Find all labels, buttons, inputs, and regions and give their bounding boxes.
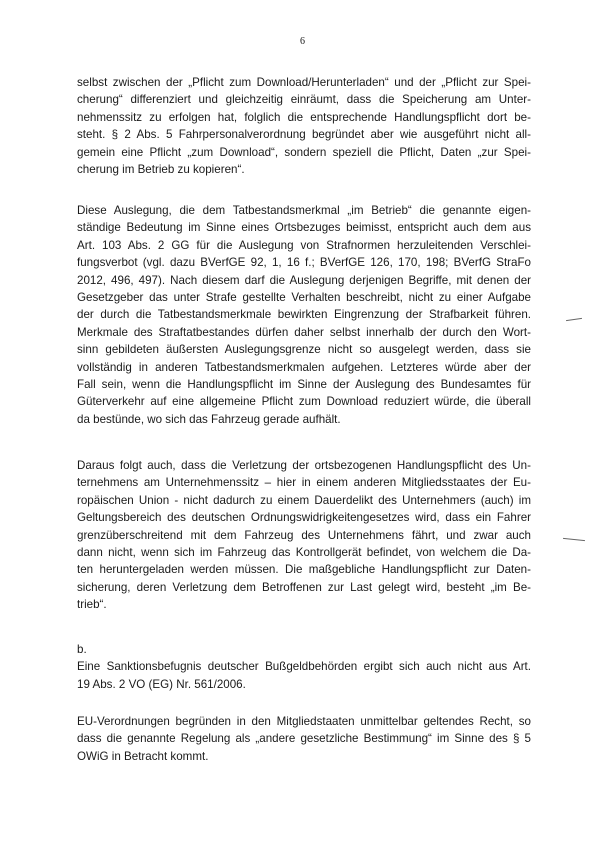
text-line: Güterverkehr auf eine allgemeine Pflicht zum Download reduziert würde, die überall [77, 395, 531, 409]
text-line: Diese Auslegung, die dem Tatbestandsmerkmal „im Betrieb“ die genannte eigen- [77, 204, 531, 217]
text-line: dann nicht, wenn sich im Fahrzeug das Kontrollgerät befindet, von welchem die Da- [77, 546, 531, 560]
text-line: dass die genannte Regelung als „andere gesetzliche Bestimmung“ im Sinne des § 5 [77, 732, 531, 746]
text-line: Merkmale des Straftatbestandes dürfen daher selbst innerhalb der durch den Wort- [77, 325, 531, 339]
text-line: Eine Sanktionsbefugnis deutscher Bußgeldbehörden ergibt sich auch nicht aus Art. [77, 660, 531, 674]
text-line: cherung“ differenziert und gleichzeitig einräumt, dass die Speicherung am Unter- [77, 93, 531, 107]
text-line: der durch die Tatbestandsmerkmale bewirkten Eingrenzung der Strafbarkeit führen. [77, 308, 531, 322]
paragraph-2 [77, 202, 531, 428]
text-line: nehmenssitz zu erfolgen hat, folglich die entsprechende Handlungspflicht dort be- [77, 110, 531, 124]
text-line: Art. 103 Abs. 2 GG für die Auslegung von Strafnormen herzuleitenden Verschlei- [77, 238, 531, 252]
text-line: selbst zwischen der „Pflicht zum Download/Herunterladen“ und der „Pflicht zur Spei- [77, 76, 531, 89]
text-line: trieb“. [77, 598, 107, 612]
text-line: vollständig in anderen Tatbestandsmerkmalen aufgehen. Letzteres würde aber der [77, 360, 531, 374]
text-line: ten heruntergeladen werden müssen. Die maßgebliche Handlungspflicht zur Daten- [77, 563, 531, 577]
text-line: sinn gebildeten äußersten Auslegungsgrenze nicht so ausgelegt werden, dass sie [77, 343, 531, 357]
text-line: gemein eine Pflicht „zum Download“, sondern speziell die Pflicht, Daten „zur Spei- [77, 145, 531, 159]
paragraph-4 [77, 641, 531, 693]
text-line: fungsverbot (vgl. dazu BVerfGE 92, 1, 16 f.; BVerfGE 126, 170, 198; BVerfG StraFo [77, 256, 531, 270]
text-line: grenzüberschreitend mit dem Fahrzeug des Unternehmens fährt, und zwar auch [77, 528, 531, 542]
section-label: b. [77, 643, 87, 656]
text-line: cherung im Betrieb zu kopieren“. [77, 163, 245, 177]
text-line: ropäischen Union - nicht dadurch zu einem Dauerdelikt des Unternehmers (auch) im [77, 493, 531, 507]
text-line: Fall sein, wenn die Handlungspflicht im Sinne der Auslegung des Bundesamtes für [77, 378, 531, 392]
text-line: 19 Abs. 2 VO (EG) Nr. 561/2006. [77, 677, 246, 691]
text-line: ternehmens am Unternehmenssitz – hier in einem anderen Mitgliedsstaates der Eu- [77, 476, 531, 490]
text-line: ständige Bedeutung im Sinne eines Ortsbezuges beimisst, entspricht auch dem aus [77, 221, 531, 235]
margin-pen-mark [563, 538, 585, 541]
text-line: EU-Verordnungen begründen in den Mitgliedstaaten unmittelbar geltendes Recht, so [77, 715, 531, 728]
text-line: steht. § 2 Abs. 5 Fahrpersonalverordnung begründet aber wie ausgeführt nicht all- [77, 128, 531, 142]
text-line: da bestünde, wo sich das Fahrzeug gerade aufhält. [77, 412, 341, 426]
page-number: 6 [300, 36, 305, 47]
margin-pen-mark [566, 318, 582, 321]
text-line: sicherung, deren Verletzung dem Betroffenen zur Last gelegt wird, besteht „im Be- [77, 580, 531, 594]
paragraph-3 [77, 457, 531, 614]
paragraph-1 [77, 74, 531, 178]
text-line: 2012, 496, 497). Nach diesem darf die Auslegung derjenigen Begriffe, mit denen der [77, 273, 531, 287]
text-line: Daraus folgt auch, dass die Verletzung der ortsbezogenen Handlungspflicht des Un- [77, 459, 531, 472]
text-line: OWiG in Betracht kommt. [77, 749, 209, 763]
paragraph-5 [77, 713, 531, 765]
text-line: Geltungsbereich des deutschen Ordnungswidrigkeitengesetzes wird, dass ein Fahrer [77, 511, 531, 525]
text-line: Gesetzgeber das unter Strafe gestellte Verhalten beschreibt, nicht zu einer Aufgabe [77, 291, 531, 305]
